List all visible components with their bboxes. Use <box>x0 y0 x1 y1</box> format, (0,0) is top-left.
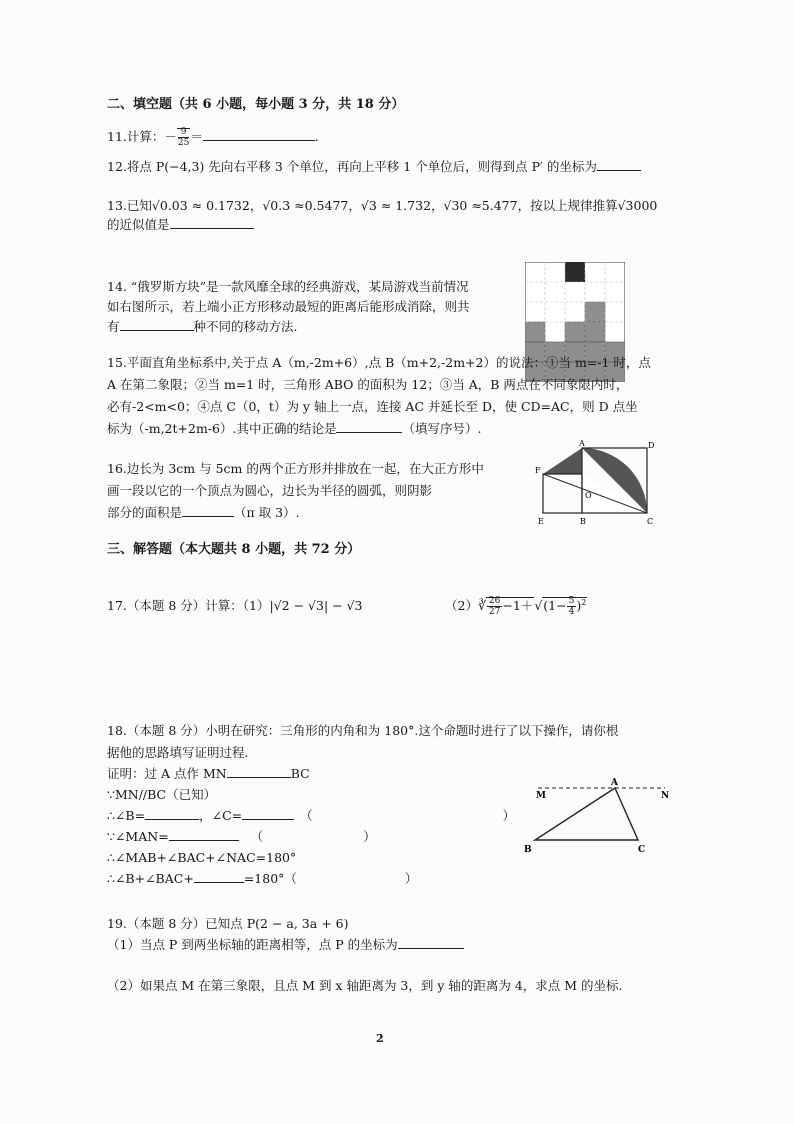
q12-answer-blank[interactable] <box>597 158 641 171</box>
question-19-line1: 19.（本题 8 分）已知点 P(2 − a, 3a + 6) <box>107 916 349 931</box>
proof1-suffix: BC <box>290 766 310 781</box>
falling-block <box>565 262 585 282</box>
proof-line2: ∵MN//BC（已知） <box>107 787 217 802</box>
q11-prefix: 11.计算：－ <box>107 129 177 144</box>
q11-equals: ＝ <box>190 129 203 144</box>
proof-line6 <box>107 870 417 888</box>
proof3-open: （ <box>300 808 313 823</box>
question-13-line1: 13.已知√0.03 ≈ 0.1732，√0.3 ≈0.5477，√3 ≈ 1.732，√30 ≈5.477，按以上规律推算√3000 <box>107 198 658 213</box>
proof3-angle-c: ，∠C= <box>199 808 243 823</box>
proof3-blank2[interactable] <box>242 807 294 820</box>
question-16-line2: 画一段以它的一个顶点为圆心，边长为半径的圆弧，则阴影 <box>107 483 433 498</box>
proof6-close: ） <box>404 871 418 886</box>
q17-part2-label: （2） <box>445 598 478 614</box>
q17-den2: 4 <box>568 607 575 618</box>
proof3-close: ） <box>502 808 516 823</box>
question-13-line2 <box>107 216 254 234</box>
question-15-line1: 15.平面直角坐标系中,关于点 A（m,-2m+6）,点 B（m+2,-2m+2）的说法：①当 m=-1 时，点 <box>107 355 651 370</box>
label-N: N <box>661 791 670 801</box>
proof6-blank[interactable] <box>194 870 244 883</box>
question-18-line1: 18.（本题 8 分）小明在研究：三角形的内角和为 180°.这个命题时进行了以下操作，请你根 <box>107 723 619 738</box>
label-M: M <box>536 791 546 801</box>
q16-answer-blank[interactable] <box>182 504 234 517</box>
q14-answer-blank[interactable] <box>120 318 194 331</box>
question-12 <box>107 158 641 176</box>
question-11 <box>107 127 319 148</box>
proof1-blank[interactable] <box>227 765 291 778</box>
section-title-solutions: 三、解答题（本大题共 8 小题，共 72 分） <box>107 542 361 557</box>
proof3-blank1[interactable] <box>145 807 199 820</box>
triangle-figure <box>520 778 680 858</box>
proof1-prefix: 证明：过 A 点作 MN <box>107 766 227 781</box>
q17-exponent: 2 <box>581 598 587 607</box>
label-O: O <box>585 491 592 500</box>
q14-prefix: 有 <box>107 319 120 334</box>
q16-suffix: （π 取 3）. <box>234 505 300 520</box>
q14-suffix: 种不同的移动方法. <box>193 319 298 334</box>
label-A: A <box>611 778 618 788</box>
label-F: F <box>535 466 541 475</box>
q17-num1: 26 <box>488 596 501 607</box>
q15-answer-blank[interactable] <box>336 420 402 433</box>
question-19-line3: （2）如果点 M 在第三象限，且点 M 到 x 轴距离为 3，到 y 轴的距离为 4，求点 M 的坐标. <box>107 978 623 993</box>
q11-end: . <box>314 129 319 144</box>
triangle-ABC <box>535 788 638 840</box>
label-A: A <box>579 439 585 448</box>
q12-text: 12.将点 P(−4,3) 先向右平移 3 个单位，再向上平移 1 个单位后，则得到点 P′ 的坐标为 <box>107 159 597 174</box>
proof4-blank[interactable] <box>169 828 239 841</box>
q16-prompt: 部分的面积是 <box>107 505 183 520</box>
q15-suffix: （填写序号）. <box>402 421 482 436</box>
label-C: C <box>638 845 646 855</box>
q17-den1: 27 <box>488 607 501 618</box>
question-19-line2 <box>107 936 464 954</box>
proof4-prefix: ∵∠MAN= <box>107 829 169 844</box>
question-16-line3 <box>107 504 300 522</box>
q19-answer-blank[interactable] <box>398 936 464 949</box>
section-title-fill-blank: 二、填空题（共 6 小题，每小题 3 分，共 18 分） <box>107 97 405 112</box>
page-number: 2 <box>376 1032 384 1045</box>
label-C: C <box>647 517 654 526</box>
label-E: E <box>538 517 544 526</box>
label-D: D <box>648 441 655 450</box>
label-B: B <box>524 845 532 855</box>
proof6-prefix: ∴∠B+∠BAC+ <box>107 871 194 886</box>
question-17-part2: （2）∛ $\frac{26}{27}$ −1＋√(1− $\frac{5}{4}$ )$^2$ <box>445 596 587 618</box>
q11-numerator: 9 <box>178 127 189 138</box>
question-17-part1: 17.（本题 8 分）计算：（1）|√2 − √3| − √3 <box>107 598 363 613</box>
proof-line3 <box>107 807 515 825</box>
proof4-open: （ <box>250 829 264 844</box>
proof3-angle-b: ∴∠B= <box>107 808 146 823</box>
small-square <box>543 474 582 513</box>
question-18-line2: 据他的思路填写证明过程. <box>107 745 249 760</box>
q11-denominator: 25 <box>177 138 190 148</box>
proof6-eq: =180°（ <box>243 871 297 886</box>
question-16-line1: 16.边长为 3cm 与 5cm 的两个正方形并排放在一起，在大正方形中 <box>107 461 484 476</box>
question-15-line2: A 在第二象限；②当 m=1 时，三角形 ABO 的面积为 12；③当 A，B 两点在不同象限内时， <box>107 377 629 392</box>
question-14-line1: 14. “俄罗斯方块”是一款风靡全球的经典游戏，某局游戏当前情况 <box>107 279 469 294</box>
q11-answer-blank[interactable] <box>203 128 315 141</box>
q17-mid: −1＋ <box>502 598 534 614</box>
question-14-line2: 如右图所示，若上端小正方形移动最短的距离后能形成消除，则共 <box>107 299 470 314</box>
proof-line5: ∴∠MAB+∠BAC+∠NAC=180° <box>107 850 297 865</box>
question-15-line4 <box>107 420 481 438</box>
q13-prompt: 的近似值是 <box>107 217 170 232</box>
question-14-line3 <box>107 318 298 336</box>
proof-line1 <box>107 765 310 783</box>
proof4-close: ） <box>363 829 376 844</box>
squares-figure <box>530 438 660 532</box>
proof-line4 <box>107 828 376 846</box>
question-15-line3: 必有-2<m<0；④点 C（0，t）为 y 轴上一点，连接 AC 并延长至 D，使 CD=AC，则 D 点坐 <box>107 399 638 414</box>
q19-part1-prompt: （1）当点 P 到两坐标轴的距离相等，点 P 的坐标为 <box>107 937 398 952</box>
q13-answer-blank[interactable] <box>170 216 254 229</box>
q17-inner: 1− <box>548 598 567 614</box>
label-B: B <box>580 517 586 526</box>
q15-prompt: 标为（-m,2t+2m-6）.其中正确的结论是 <box>107 421 337 436</box>
q17-num2: 5 <box>568 596 575 607</box>
triangle-shaded-region <box>543 448 582 474</box>
